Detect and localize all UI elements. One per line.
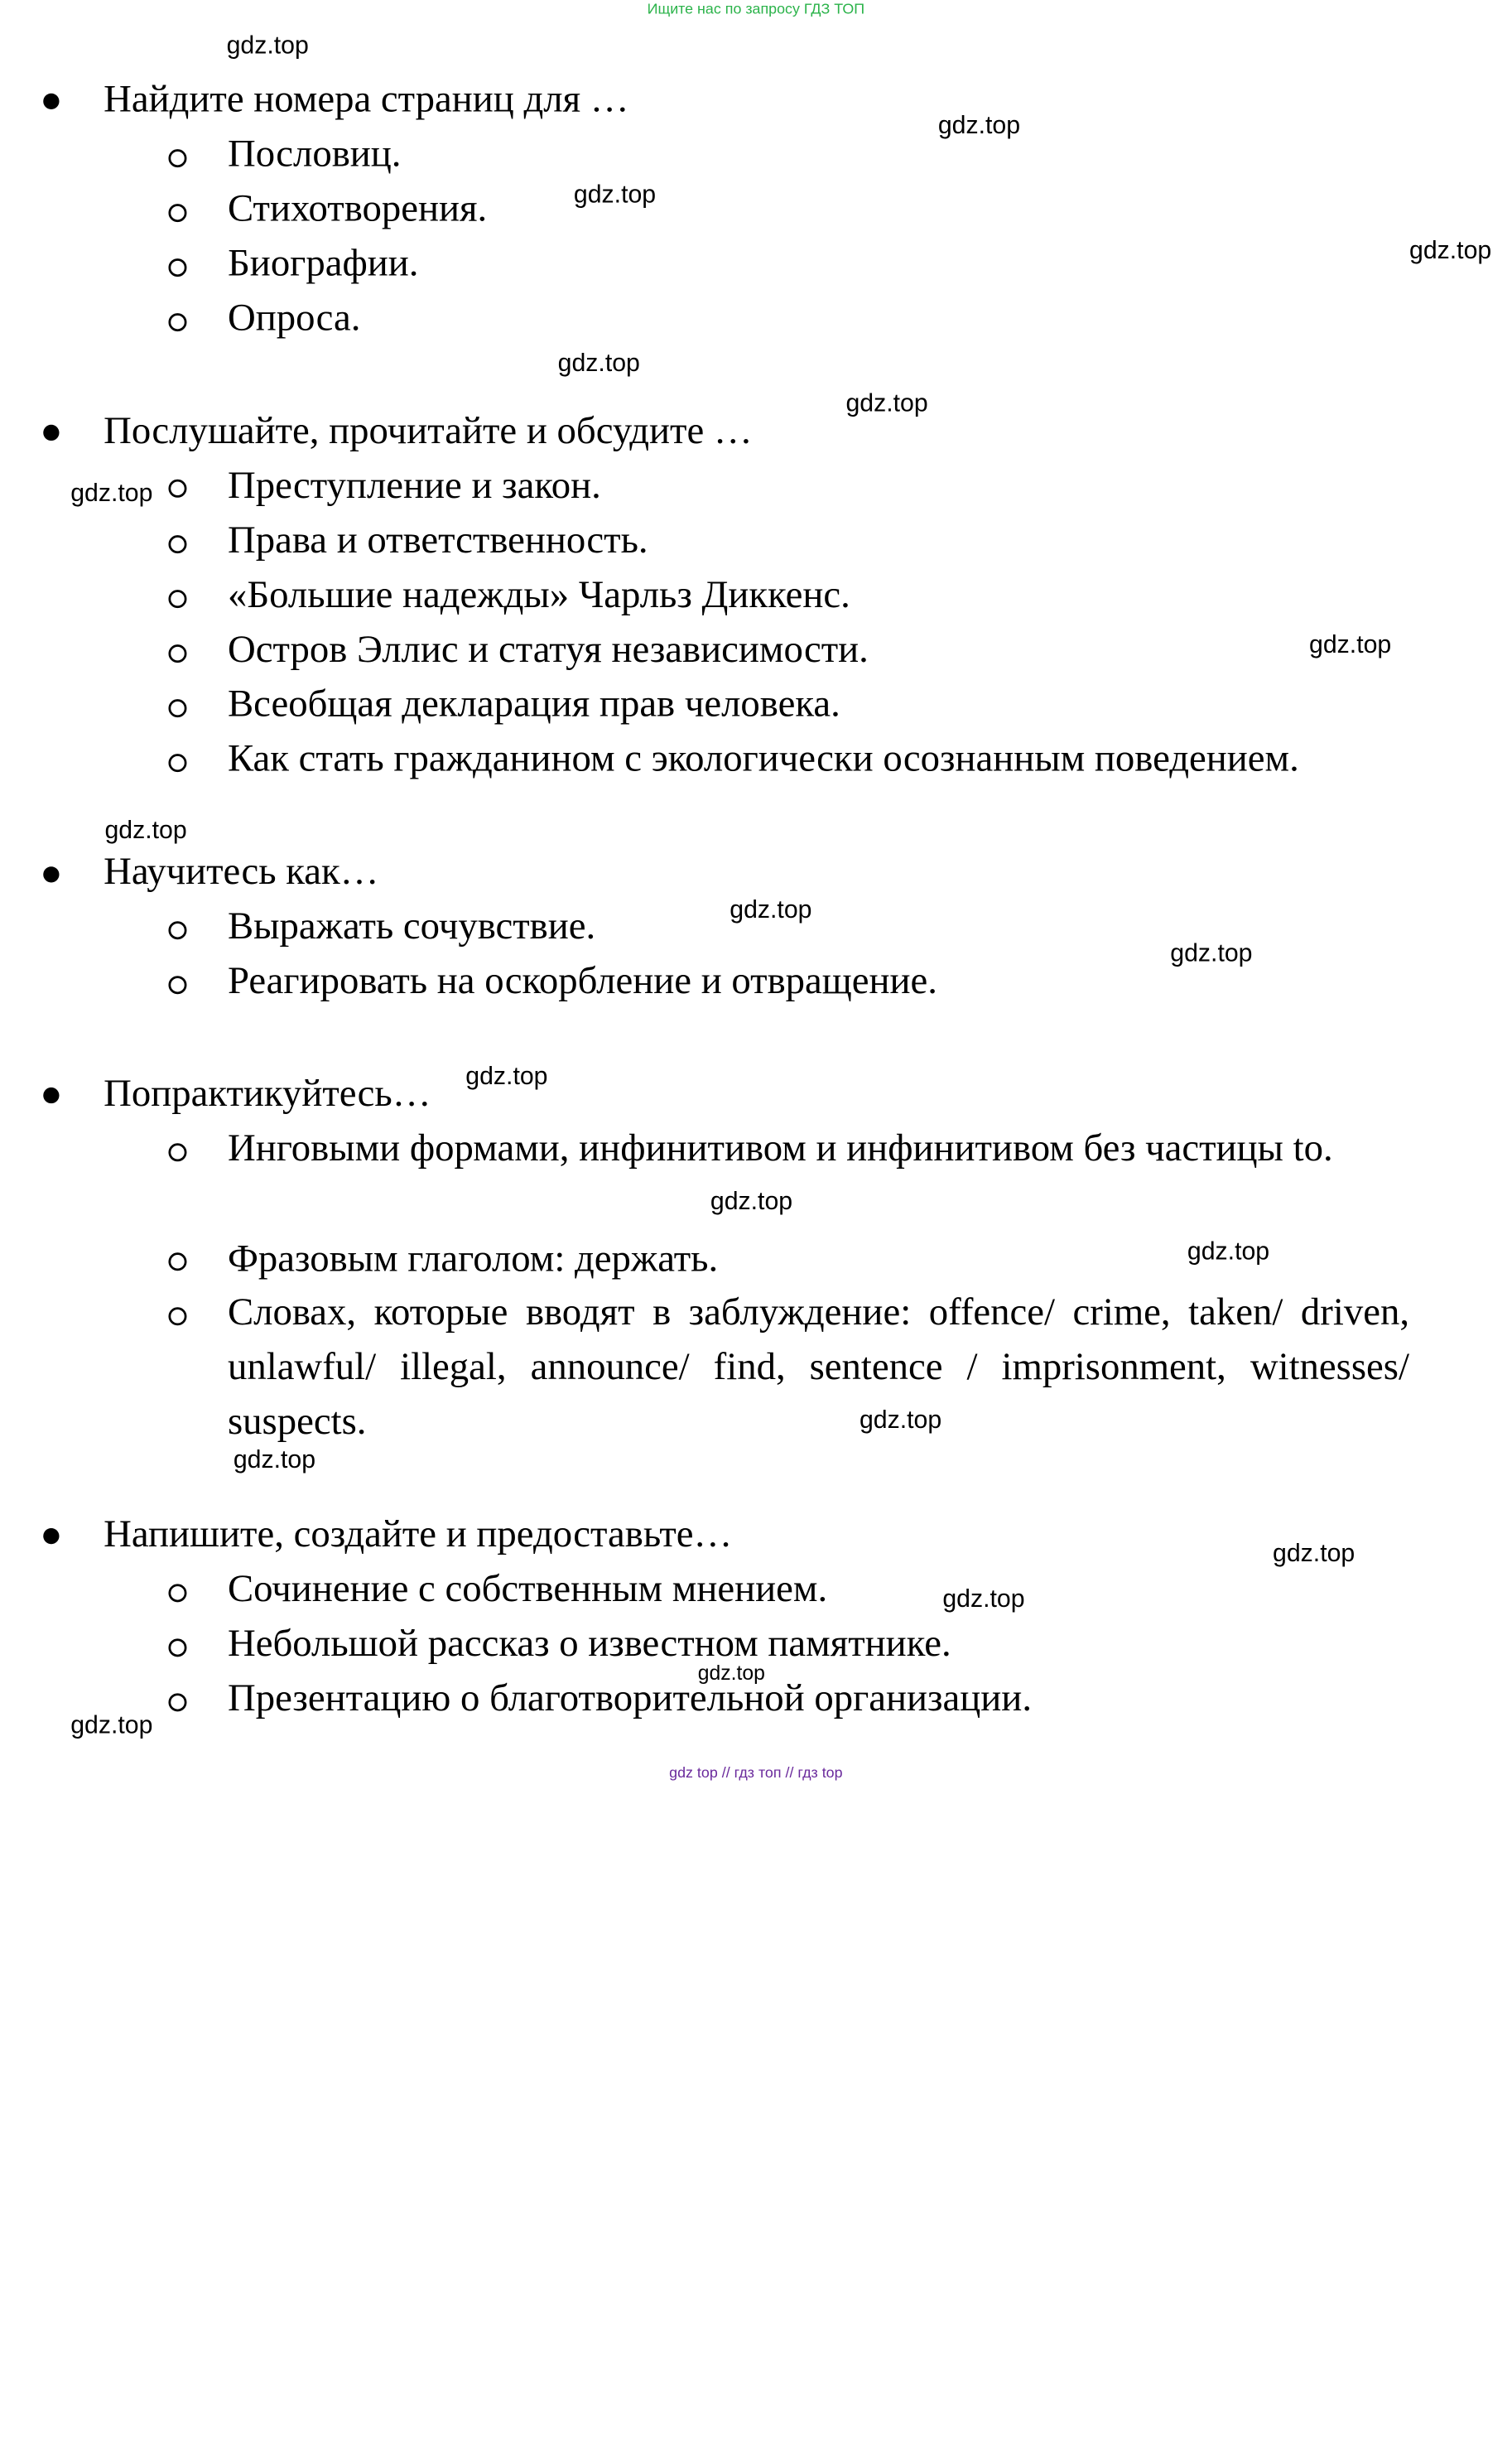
list-item: Биографии.	[227, 242, 419, 285]
circle-bullet-icon	[168, 590, 186, 608]
list-item: Сочинение с собственным мнением.	[227, 1568, 828, 1610]
circle-bullet-icon	[168, 204, 186, 222]
circle-bullet-icon	[168, 754, 186, 772]
list-item: «Большие надежды» Чарльз Диккенс.	[227, 573, 850, 616]
watermark: gdz.top	[70, 1710, 153, 1739]
list-item: Преступление и закон.	[227, 464, 601, 507]
circle-bullet-icon	[168, 1143, 186, 1161]
list-item: Фразовым глаголом: держать.	[227, 1237, 719, 1281]
circle-bullet-icon	[168, 1693, 186, 1711]
section-heading: Напишите, создайте и предоставьте…	[104, 1513, 733, 1555]
watermark: gdz.top	[573, 180, 657, 209]
circle-bullet-icon	[168, 1584, 186, 1602]
top-banner: Ищите нас по запросу ГДЗ ТОП	[647, 0, 865, 17]
circle-bullet-icon	[168, 644, 186, 663]
watermark: gdz.top	[710, 1186, 793, 1215]
watermark: gdz.top	[937, 110, 1021, 139]
watermark: gdz.top	[1170, 938, 1253, 967]
list-item: Права и ответственность.	[227, 518, 648, 562]
list-item: Опроса.	[227, 297, 361, 340]
list-item: Небольшой рассказ о известном памятнике.	[227, 1623, 951, 1665]
list-item: Пословиц.	[227, 133, 402, 176]
watermark: gdz.top	[1409, 235, 1492, 264]
watermark: gdz.top	[859, 1405, 942, 1434]
bullet-icon	[43, 94, 59, 109]
circle-bullet-icon	[168, 1307, 186, 1325]
watermark: gdz.top	[1309, 629, 1392, 658]
watermark: gdz.top	[1273, 1538, 1356, 1567]
watermark: gdz.top	[465, 1061, 548, 1090]
list-item: Выражать сочувствие.	[227, 904, 596, 948]
list-item: Стихотворения.	[227, 187, 488, 230]
watermark: gdz.top	[104, 815, 187, 844]
watermark: gdz.top	[1187, 1237, 1270, 1266]
section-heading: Послушайте, прочитайте и обсудите …	[104, 409, 753, 452]
list-item: Словах, которые вводят в заблуждение: offence/ crime, taken/ driven, unlawful/ illegal, announce/ find, sentence / imprisonment, witnesses/ suspects.	[227, 1291, 1410, 1443]
watermark: gdz.top	[70, 478, 153, 507]
watermark: gdz.top	[226, 31, 309, 60]
circle-bullet-icon	[168, 535, 186, 553]
bullet-icon	[43, 1528, 59, 1544]
watermark: gdz.top	[233, 1445, 316, 1473]
section-heading: Научитесь как…	[104, 850, 379, 893]
bullet-icon	[43, 425, 59, 441]
watermark: gdz.top	[845, 388, 928, 417]
circle-bullet-icon	[168, 258, 186, 277]
section-heading: Найдите номера страниц для …	[104, 78, 629, 121]
watermark: gdz.top	[942, 1584, 1025, 1613]
circle-bullet-icon	[168, 480, 186, 498]
watermark: gdz.top	[730, 895, 812, 924]
bullet-icon	[43, 1088, 59, 1103]
circle-bullet-icon	[168, 976, 186, 994]
list-item: Презентацию о благотворительной организации.	[227, 1677, 1033, 1719]
circle-bullet-icon	[168, 921, 186, 939]
watermark: gdz.top	[557, 348, 640, 378]
list-item: Остров Эллис и статуя независимости.	[227, 628, 869, 671]
watermark: gdz.top	[697, 1661, 765, 1685]
bullet-icon	[43, 866, 59, 882]
list-item: Как стать гражданином с экологически осознанным поведением.	[227, 737, 1299, 780]
footer-banner: gdz top // гдз топ // гдз top	[669, 1763, 843, 1782]
section-heading: Попрактикуйтесь…	[104, 1073, 431, 1115]
circle-bullet-icon	[168, 699, 186, 717]
list-item: Инговыми формами, инфинитивом и инфинитивом без частицы to.	[227, 1127, 1333, 1170]
circle-bullet-icon	[168, 149, 186, 167]
circle-bullet-icon	[168, 1638, 186, 1657]
list-item: Всеобщая декларация прав человека.	[227, 682, 840, 726]
circle-bullet-icon	[168, 313, 186, 331]
list-item: Реагировать на оскорбление и отвращение.	[227, 959, 937, 1002]
circle-bullet-icon	[168, 1252, 186, 1271]
